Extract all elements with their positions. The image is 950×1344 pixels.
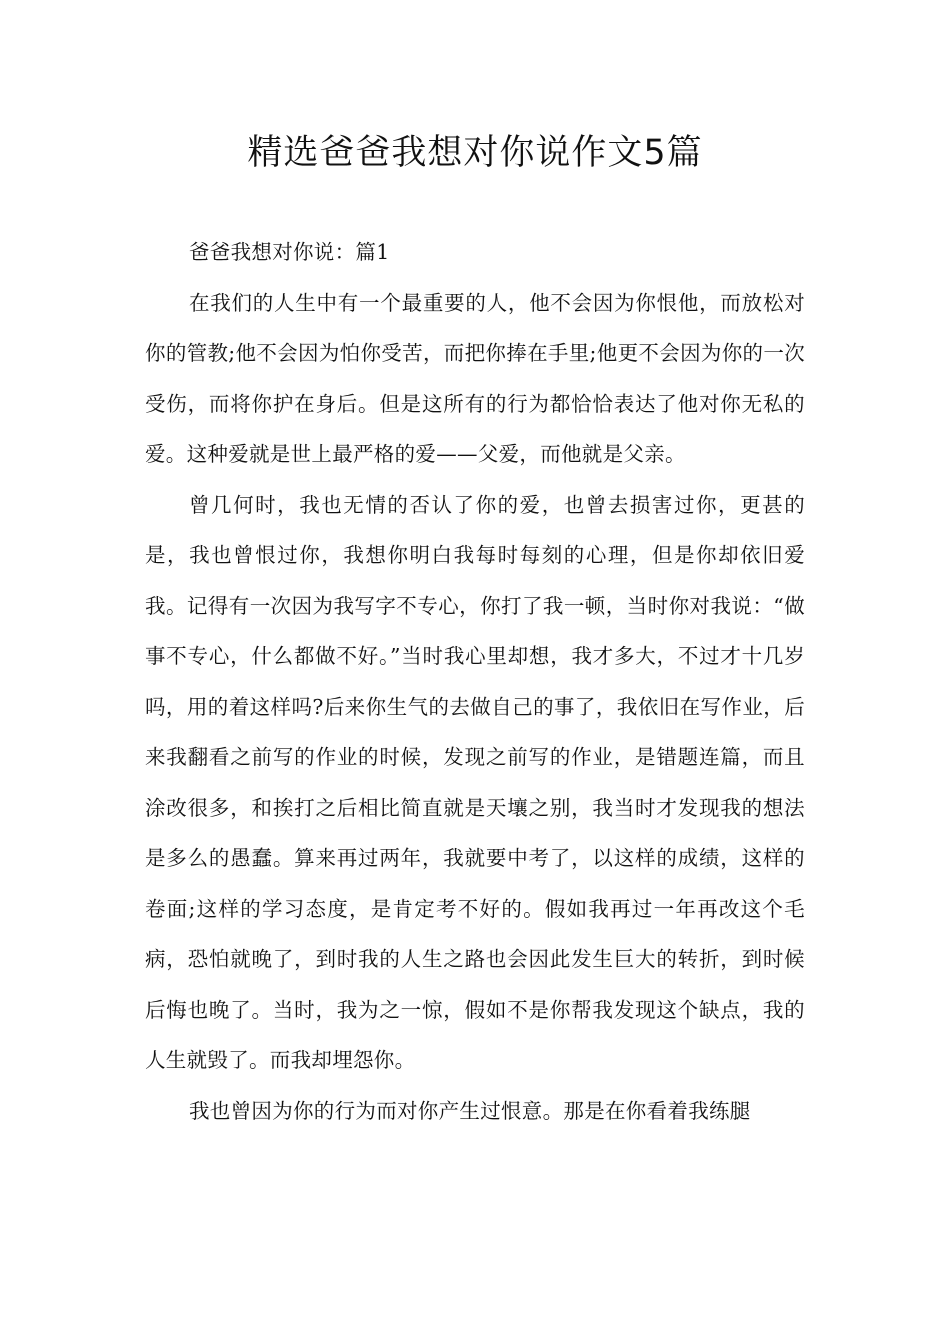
paragraph-1: 在我们的人生中有一个最重要的人，他不会因为你恨他，而放松对你的管教;他不会因为怕你受苦，而把你捧在手里;他更不会因为你的一次受伤，而将你护在身后。但是这所有的行为都恰恰表达了他对你无私的爱。这种爱就是世上最严格的爱——父爱，而他就是父亲。: [145, 290, 805, 466]
paragraph-3: 我也曾因为你的行为而对你产生过恨意。那是在你看着我练腿: [189, 1098, 751, 1123]
section-heading: 爸爸我想对你说：篇1: [189, 240, 390, 264]
paragraph-2: 曾几何时，我也无情的否认了你的爱，也曾去损害过你，更甚的是，我也曾恨过你，我想你明白我每时每刻的心理，但是你却依旧爱我。记得有一次因为我写字不专心，你打了我一顿，当时你对我说：“做事不专心，什么都做不好。”当时我心里却想，我才多大，不过才十几岁吗，用的着这样吗?后来你生气的去做自己的事了，我依旧在写作业，后来我翻看之前写的作业的时候，发现之前写的作业，是错题连篇，而且涂改很多，和挨打之后相比简直就是天壤之别，我当时才发现我的想法是多么的愚蠢。算来再过两年，我就要中考了，以这样的成绩，这样的卷面;这样的学习态度，是肯定考不好的。假如我再过一年再改这个毛病，恐怕就晚了，到时我的人生之路也会因此发生巨大的转折，到时候后悔也晚了。当时，我为之一惊，假如不是你帮我发现这个缺点，我的人生就毁了。而我却埋怨你。: [145, 492, 805, 1072]
document-body: [145, 227, 805, 1136]
document-title: 精选爸爸我想对你说作文5篇: [247, 133, 703, 173]
